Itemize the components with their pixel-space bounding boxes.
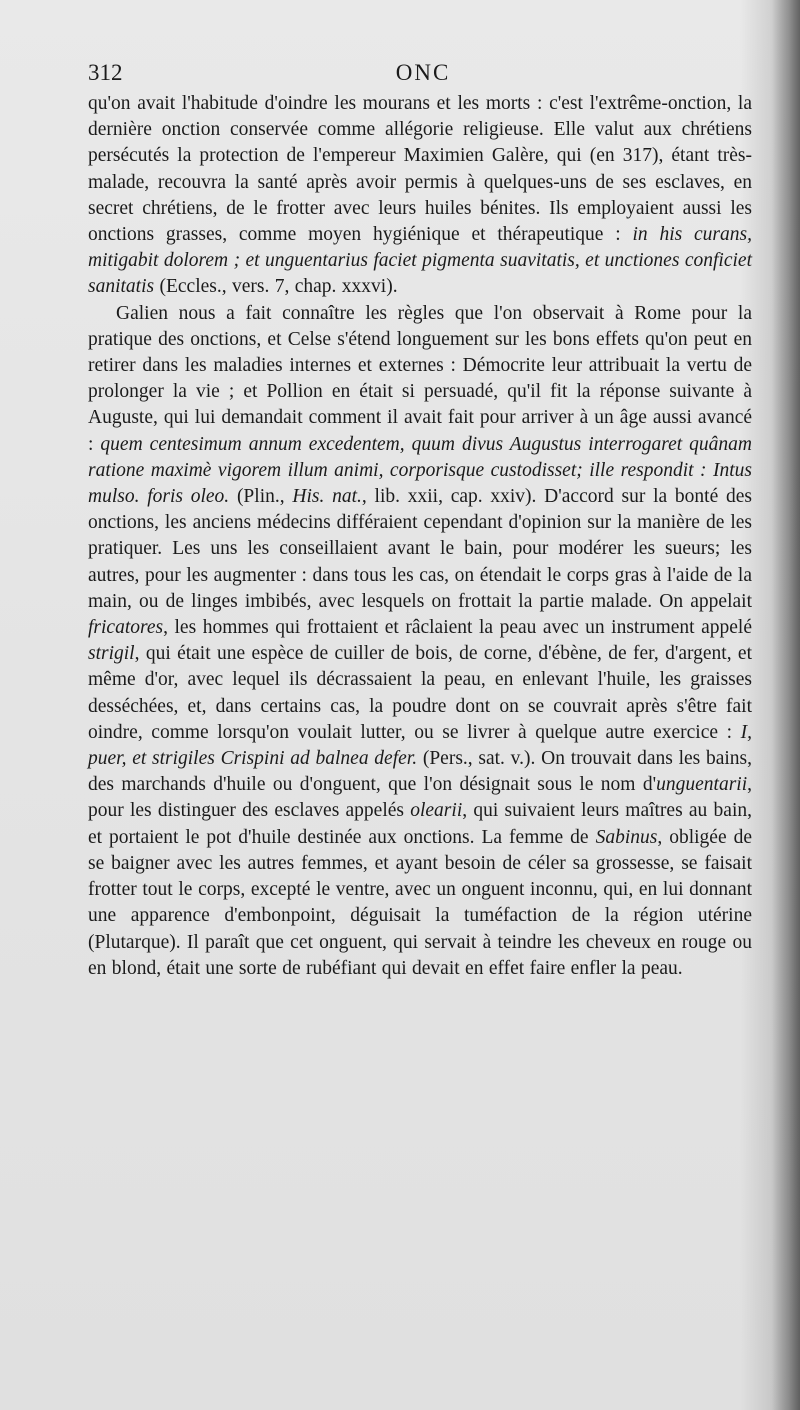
italic-text-segment: fricatores xyxy=(88,617,164,639)
italic-text-segment: I, puer, et strigiles Crispini ad balnea defer. xyxy=(88,721,752,770)
body-text xyxy=(88,91,752,982)
paragraph xyxy=(88,91,752,301)
page-number: 312 xyxy=(88,60,123,85)
text-segment: (Eccles., vers. 7, chap. xxxvi). xyxy=(154,276,398,298)
text-segment: (Plin., xyxy=(229,486,293,508)
italic-text-segment: unguentarii xyxy=(656,774,748,796)
italic-text-segment: in his curans, mitigabit dolorem ; et unguentarius faciet pigmenta suavitatis, et unctiones conficiet sanitatis xyxy=(88,224,752,298)
text-segment: Galien nous a fait connaître les règles que l'on observait à Rome pour la pratique des onctions, et Celse s'étend longuement sur les bons effets qu'on peut en retirer dans les maladies internes et externes : Démocrite leur attribuait la vertu de prolonger la vie ; et Pollion en était si persuadé, qu'il fit la réponse suivante à Auguste, qui lui demandait comment il avait fait pour arriver à un âge aussi avancé : xyxy=(88,302,752,455)
text-segment: qu'on avait l'habitude d'oindre les mourans et les morts : c'est l'extrême-onction, la dernière onction conservée comme allégorie religieuse. Elle valut aux chrétiens persécutés la protection de l'empereur Maximien Galère, qui (en 317), étant très-malade, recouvra la santé après avoir permis à quelques-uns de ses esclaves, en secret chrétiens, de le frotter avec leurs huiles bénites. Ils employaient aussi les onctions grasses, comme moyen hygiénique et thérapeutique : xyxy=(88,93,752,246)
text-segment: , lib. xxii, cap. xxiv). D'accord sur la bonté des onctions, les anciens médecins différaient cependant d'opinion sur la manière de les pratiquer. Les uns les conseillaient avant le bain, pour modérer les sueurs; les autres, pour les augmenter : dans tous les cas, on étendait le corps gras à l'aide de la main, ou de linges imbibés, avec lesquels on frottait la partie malade. On appelait xyxy=(88,486,752,612)
running-head: ONC xyxy=(395,60,451,85)
text-segment: , les hommes qui frottaient et râclaient la peau avec un instrument appelé xyxy=(163,617,752,639)
italic-text-segment: strigil xyxy=(88,643,135,665)
text-segment: , pour les distinguer des esclaves appelés xyxy=(88,774,752,822)
text-segment: , qui suivaient leurs maîtres au bain, et portaient le pot d'huile destinée aux onctions. La femme de xyxy=(88,800,752,848)
paragraph xyxy=(88,301,752,982)
italic-text-segment: quem centesimum annum excedentem, quum divus Augustus interrogaret quânam ratione maximè vigorem illum animi, corporisque custodisset; ille respondit : Intus mulso. foris oleo. xyxy=(88,433,752,508)
text-segment: , obligée de se baigner avec les autres femmes, et ayant besoin de céler sa grossesse, se faisait frotter tout le corps, excepté le ventre, avec un onguent inconnu, qui, en lui donnant une apparence d'embonpoint, déguisait la tuméfaction de la région utérine (Plutarque). Il paraît que cet onguent, qui servait à teindre les cheveux en rouge ou en blond, était une sorte de rubéfiant qui devait en effet faire enfler la peau. xyxy=(88,826,752,979)
italic-text-segment: Sabinus xyxy=(595,826,658,848)
italic-text-segment: His. nat. xyxy=(292,486,362,508)
text-segment: , qui était une espèce de cuiller de bois, de corne, d'ébène, de fer, d'argent, et même d'or, avec lequel ils décrassaient la peau, en enlevant l'huile, les graisses desséchées, et, dans certains cas, la poudre dont on se couvrait après s'être fait oindre, comme lorsqu'on voulait lutter, ou se livrer à quelque autre exercice : xyxy=(88,643,752,743)
text-segment: (Pers., sat. v.). On trouvait dans les bains, des marchands d'huile ou d'onguent, que l'on désignait sous le nom d' xyxy=(88,748,753,796)
page-header xyxy=(88,60,758,94)
page-gutter-shadow xyxy=(772,0,800,1410)
italic-text-segment: olearii xyxy=(410,800,463,822)
